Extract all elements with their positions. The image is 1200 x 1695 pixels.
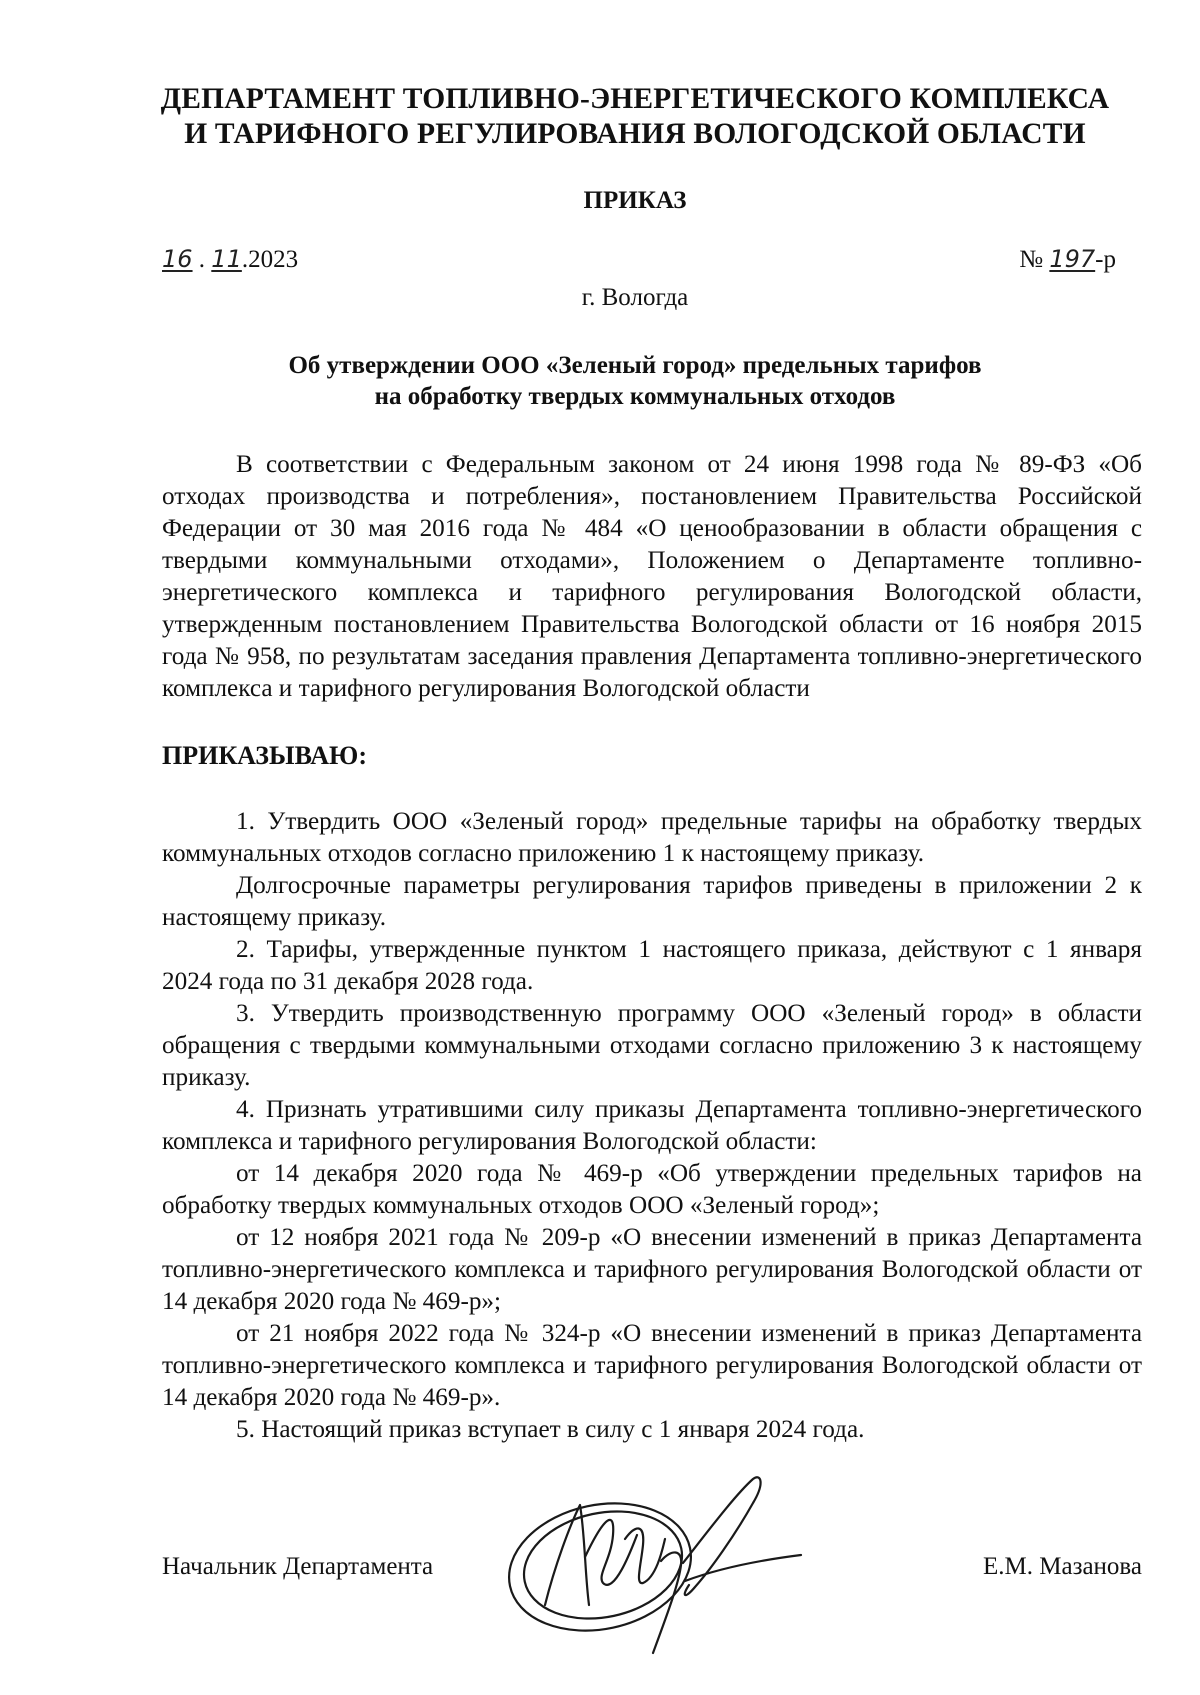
item-5: 5. Настоящий приказ вступает в силу с 1 января 2024 года. bbox=[236, 1416, 865, 1443]
number-prefix: № bbox=[1019, 246, 1044, 273]
doc-type-title: ПРИКАЗ bbox=[583, 187, 687, 214]
department-line-1: ДЕПАРТАМЕНТ ТОПЛИВНО-ЭНЕРГЕТИЧЕСКОГО КОМПЛЕКСА bbox=[160, 83, 1110, 115]
subject-line-2: на обработку твердых коммунальных отходов bbox=[374, 383, 896, 410]
item-4-sub-3: от 21 ноября 2022 года № 324-р «О внесении изменений в приказ Департамента топливно-энергетического комплекса и тарифного регулирования Вологодской области от 14 декабря 2020 года № 469-р». bbox=[162, 1320, 1142, 1411]
handwritten-signature-icon bbox=[485, 1465, 815, 1675]
subject-line-1: Об утверждении ООО «Зеленый город» предельных тарифов bbox=[288, 352, 982, 379]
item-1-note: Долгосрочные параметры регулирования тарифов приведены в приложении 2 к настоящему приказу. bbox=[162, 872, 1142, 931]
date-month: 11 bbox=[211, 245, 242, 273]
decree-word: ПРИКАЗЫВАЮ: bbox=[162, 741, 367, 770]
order-number bbox=[1019, 244, 1116, 275]
item-4: 4. Признать утратившими силу приказы Департамента топливно-энергетического комплекса и тарифного регулирования Вологодской области: bbox=[162, 1096, 1142, 1155]
order-date: 16 . 11.2023 bbox=[162, 245, 299, 273]
date-day: 16 bbox=[162, 245, 193, 273]
number-suffix: -р bbox=[1095, 246, 1116, 273]
number-value: 197 bbox=[1049, 245, 1096, 273]
preamble-text: В соответствии с Федеральным законом от 24 июня 1998 года № 89-ФЗ «Об отходах производства и потребления», постановлением Правительства Российской Федерации от 30 мая 2016 года № 484 «О ценообразовании в области обращения с твердыми коммунальными отходами», Положением о Департаменте топливно-энергетического комплекса и тарифного регулирования Вологодской области, утвержденным постановлением Правительства Вологодской области от 16 ноября 2015 года № 958, по результатам заседания правления Департамента топливно-энергетического комплекса и тарифного регулирования Вологодской области bbox=[162, 451, 1142, 702]
department-line-2: И ТАРИФНОГО РЕГУЛИРОВАНИЯ ВОЛОГОДСКОЙ ОБЛАСТИ bbox=[184, 118, 1086, 150]
city: г. Вологда bbox=[581, 284, 689, 311]
preamble bbox=[162, 449, 1142, 705]
order-subject bbox=[150, 350, 1120, 412]
signatory-position: Начальник Департамента bbox=[162, 1553, 434, 1580]
signatory-name: Е.М. Мазанова bbox=[983, 1553, 1142, 1580]
department-name bbox=[150, 82, 1120, 152]
item-3: 3. Утвердить производственную программу ООО «Зеленый город» в области обращения с твердыми коммунальными отходами согласно приложению 3 к настоящему приказу. bbox=[162, 1000, 1142, 1091]
date-year: .2023 bbox=[241, 246, 299, 273]
item-4-sub-2: от 12 ноября 2021 года № 209-р «О внесении изменений в приказ Департамента топливно-энергетического комплекса и тарифного регулирования Вологодской области от 14 декабря 2020 года № 469-р»; bbox=[162, 1224, 1142, 1315]
order-items bbox=[162, 806, 1142, 1446]
item-1: 1. Утвердить ООО «Зеленый город» предельные тарифы на обработку твердых коммунальных отходов согласно приложению 1 к настоящему приказу. bbox=[162, 808, 1142, 867]
item-2: 2. Тарифы, утвержденные пунктом 1 настоящего приказа, действуют с 1 января 2024 года по 31 декабря 2028 года. bbox=[162, 936, 1142, 995]
item-4-sub-1: от 14 декабря 2020 года № 469-р «Об утверждении предельных тарифов на обработку твердых коммунальных отходов ООО «Зеленый город»; bbox=[162, 1160, 1142, 1219]
